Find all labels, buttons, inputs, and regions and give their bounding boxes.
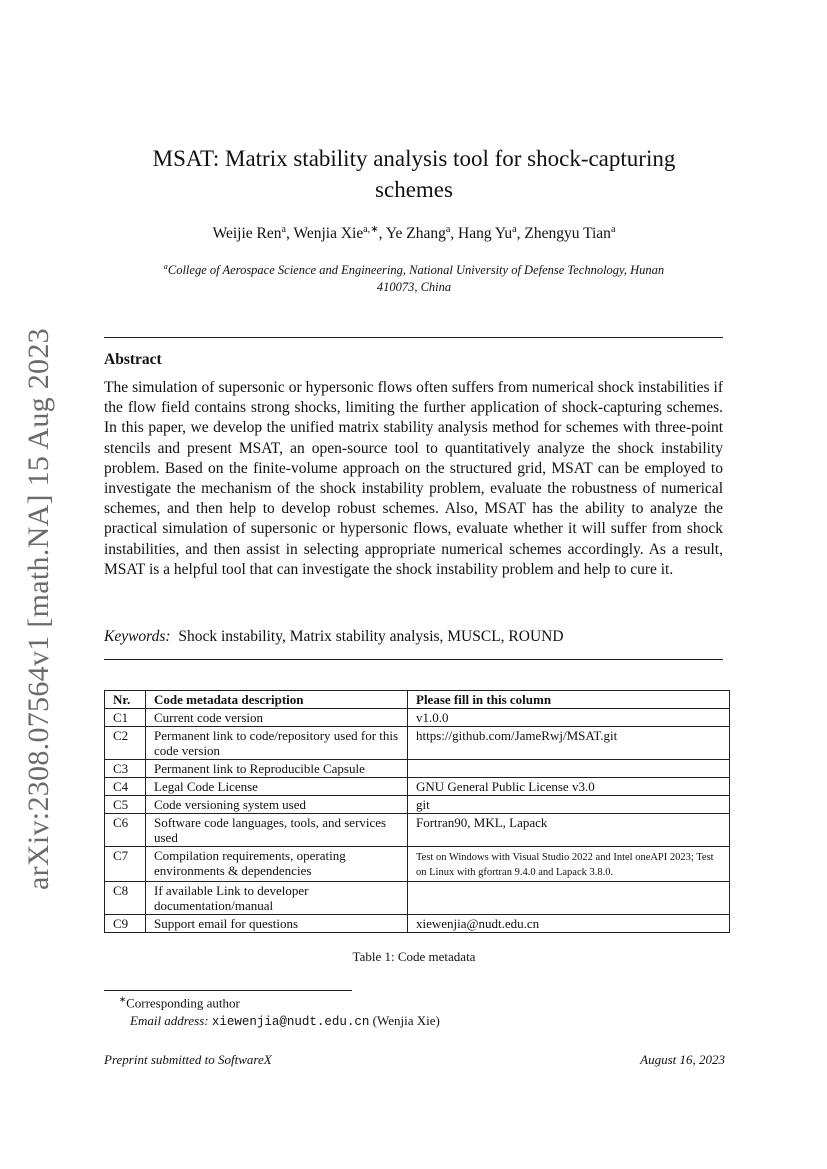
author-affiliation-marker: a	[610, 224, 616, 235]
author-list	[104, 224, 724, 243]
row-description: Compilation requirements, operating environments & dependencies	[146, 847, 408, 882]
row-number: C6	[105, 814, 146, 847]
row-value	[408, 882, 730, 915]
author-name: Wenjia Xie	[293, 225, 364, 243]
abstract-text: The simulation of supersonic or hypersonic flows often suffers from numerical shock instabilities if the flow field contains strong shocks, limiting the further application of shock-capturing schemes. In this paper, we develop the unified matrix stability analysis method for schemes with three-point stencils and present MSAT, an open-source tool to quantitatively analyze the shock instability problem. Based on the finite-volume approach on the structured grid, MSAT can be employed to investigate the mechanism of the shock instability problem, evaluate the robustness of numerical schemes, and then help to develop robust schemes. Also, MSAT has the ability to analyze the practical simulation of supersonic or hypersonic flows, evaluate whether it will suffer from shock instabilities, and then assist in selecting appropriate numerical schemes accordingly. As a result, MSAT is a helpful tool that can investigate the shock instability problem and help to cure it.	[104, 379, 723, 578]
row-description: Support email for questions	[146, 915, 408, 933]
table-row	[105, 727, 730, 760]
row-description: Software code languages, tools, and services used	[146, 814, 408, 847]
row-description: Permanent link to code/repository used for this code version	[146, 727, 408, 760]
arxiv-stamp: arXiv:2308.07564v1 [math.NA] 15 Aug 2023	[22, 328, 55, 890]
abstract-bottom-rule	[104, 659, 723, 660]
code-metadata-table	[104, 690, 730, 933]
table-row	[105, 814, 730, 847]
author-separator: ,	[516, 225, 525, 243]
row-value: git	[408, 796, 730, 814]
row-number: C8	[105, 882, 146, 915]
table-row	[105, 796, 730, 814]
row-value: GNU General Public License v3.0	[408, 778, 730, 796]
author-name: Hang Yu	[458, 225, 513, 243]
table-row	[105, 847, 730, 882]
author-name: Ye Zhang	[385, 225, 446, 243]
email-name: (Wenjia Xie)	[372, 1013, 440, 1028]
footnote-corresponding	[119, 994, 240, 1011]
keywords-label: Keywords:	[104, 628, 171, 645]
title-line-2: schemes	[375, 177, 453, 202]
affiliation-line-1: College of Aerospace Science and Engineering, National University of Defense Technology, Hunan	[167, 263, 665, 278]
row-number: C7	[105, 847, 146, 882]
row-number: C9	[105, 915, 146, 933]
header-value: Please fill in this column	[408, 691, 730, 709]
author-name: Zhengyu Tian	[524, 225, 611, 243]
keywords	[104, 628, 564, 646]
title-line-1: MSAT: Matrix stability analysis tool for shock-capturing	[152, 146, 676, 171]
row-value	[408, 760, 730, 778]
row-number: C2	[105, 727, 146, 760]
table-row	[105, 709, 730, 727]
table-header-row	[105, 691, 730, 709]
author-name: Weijie Ren	[212, 225, 282, 243]
author-affiliation-marker: a	[445, 224, 451, 235]
footer-date: August 16, 2023	[640, 1052, 725, 1067]
footnote-rule	[104, 990, 352, 991]
row-number: C4	[105, 778, 146, 796]
keywords-list: Shock instability, Matrix stability analysis, MUSCL, ROUND	[178, 628, 564, 645]
email-address[interactable]: xiewenjia@nudt.edu.cn	[211, 1015, 370, 1029]
author-affiliation-marker: a	[512, 224, 517, 235]
row-value: v1.0.0	[408, 709, 730, 727]
affiliation	[104, 258, 724, 296]
author-separator: ,	[378, 225, 386, 243]
table-caption: Table 1: Code metadata	[352, 949, 476, 964]
header-nr: Nr.	[105, 691, 146, 709]
abstract-heading: Abstract	[104, 351, 162, 368]
row-description: Legal Code License	[146, 778, 408, 796]
author-separator: ,	[450, 225, 459, 243]
row-number: C3	[105, 760, 146, 778]
row-number: C5	[105, 796, 146, 814]
footer-preprint: Preprint submitted to SoftwareX	[104, 1052, 272, 1067]
table-row	[105, 915, 730, 933]
row-value: xiewenjia@nudt.edu.cn	[408, 915, 730, 933]
header-description: Code metadata description	[146, 691, 408, 709]
abstract-top-rule	[104, 337, 723, 338]
row-description: Current code version	[146, 709, 408, 727]
row-number: C1	[105, 709, 146, 727]
affiliation-marker: a	[163, 262, 168, 271]
table-row	[105, 882, 730, 915]
email-label: Email address:	[130, 1013, 209, 1028]
affiliation-line-2: 410073, China	[376, 280, 452, 295]
table-row	[105, 778, 730, 796]
author-affiliation-marker: a,∗	[363, 224, 379, 235]
author-affiliation-marker: a	[281, 224, 286, 235]
row-description: Permanent link to Reproducible Capsule	[146, 760, 408, 778]
row-value: https://github.com/JameRwj/MSAT.git	[408, 727, 730, 760]
row-description: Code versioning system used	[146, 796, 408, 814]
author-separator: ,	[285, 225, 294, 243]
footnote-email	[130, 1013, 440, 1029]
footnote-mark: ∗	[119, 994, 127, 1004]
row-value: Test on Windows with Visual Studio 2022 and Intel oneAPI 2023; Test on Linux with gfortran 9.4.0 and Lapack 3.8.0.	[408, 847, 730, 882]
paper-title	[104, 143, 724, 205]
row-description: If available Link to developer documentation/manual	[146, 882, 408, 915]
table-row	[105, 760, 730, 778]
footnote-text: Corresponding author	[126, 995, 240, 1011]
row-value: Fortran90, MKL, Lapack	[408, 814, 730, 847]
